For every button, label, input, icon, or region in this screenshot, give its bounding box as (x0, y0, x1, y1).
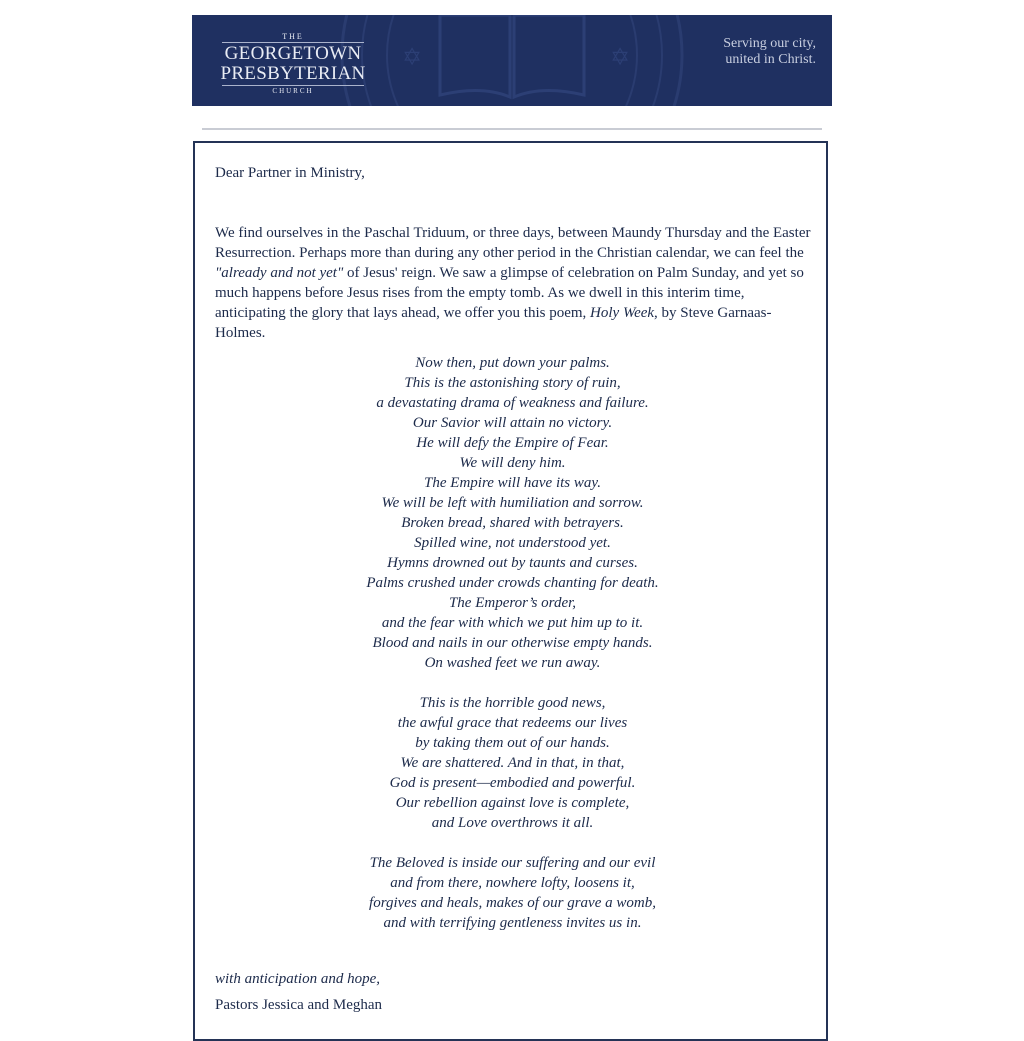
poem-line: and with terrifying gentleness invites us in. (383, 915, 642, 931)
intro-part3: , by Steve Garnaas-Holmes. (215, 305, 772, 341)
poem-line: Now then, put down your palms. (415, 355, 610, 371)
poem-line: a devastating drama of weakness and failure. (376, 395, 649, 411)
svg-text:✡: ✡ (610, 43, 631, 71)
intro-part2: of Jesus' reign. We saw a glimpse of celebration on Palm Sunday, and yet so much happens before Jesus rises from the empty tomb. As we dwell in this interim time, anticipating the glory that lays ahead, we offer you this poem, (215, 265, 804, 321)
intro-part1: We find ourselves in the Paschal Triduum, or three days, between Maundy Thursday and the Easter Resurrection. Perhaps more than during any other period in the Christian calendar, we can feel the (215, 225, 811, 261)
poem-line: This is the horrible good news, (419, 695, 606, 711)
poem-line: The Emperor’s order, (448, 595, 577, 611)
poem-stanza-1 (195, 353, 830, 673)
poem-line: and from there, nowhere lofty, loosens it, (390, 875, 635, 891)
poem-line: forgives and heals, makes of our grave a womb, (369, 895, 656, 911)
letter-body (193, 141, 828, 1041)
logo-name-line1: GEORGETOWN (224, 43, 362, 64)
poem-stanza-2 (195, 693, 830, 833)
tagline-line1: Serving our city, (723, 36, 816, 51)
logo-rule-bottom (222, 85, 364, 86)
logo-church: CHURCH (272, 87, 314, 95)
svg-text:✡: ✡ (402, 43, 423, 71)
poem-stanza-3 (195, 853, 830, 933)
intro-paragraph (215, 223, 815, 343)
poem-line: Hymns drowned out by taunts and curses. (387, 555, 638, 571)
poem-line: We will be left with humiliation and sorrow. (381, 495, 644, 511)
poem-line: The Empire will have its way. (424, 475, 601, 491)
intro-emphasis: "already and not yet" (215, 265, 344, 281)
poem-line: by taking them out of our hands. (415, 735, 610, 751)
poem-line: He will defy the Empire of Fear. (416, 435, 609, 451)
poem-line: the awful grace that redeems our lives (397, 715, 628, 731)
closing-line: with anticipation and hope, (215, 971, 380, 987)
church-logo[interactable] (218, 33, 368, 95)
poem-title: Holy Week (590, 305, 655, 321)
poem-line: Broken bread, shared with betrayers. (401, 515, 624, 531)
poem-line: We are shattered. And in that, in that, (400, 755, 625, 771)
poem-line: Our rebellion against love is complete, (395, 795, 630, 811)
poem-line: The Beloved is inside our suffering and our evil (369, 855, 656, 871)
header-banner (192, 15, 832, 106)
poem-line: Palms crushed under crowds chanting for death. (366, 575, 659, 591)
poem-line: Spilled wine, not understood yet. (414, 535, 611, 551)
poem (195, 353, 830, 953)
poem-line: and Love overthrows it all. (431, 815, 594, 831)
tagline (723, 36, 816, 68)
logo-the: THE (282, 32, 304, 41)
poem-line: Our Savior will attain no victory. (412, 415, 613, 431)
poem-line: and the fear with which we put him up to it. (381, 615, 644, 631)
tagline-line2: united in Christ. (725, 52, 816, 67)
poem-line: This is the astonishing story of ruin, (404, 375, 621, 391)
poem-line: We will deny him. (459, 455, 566, 471)
header-divider (202, 128, 822, 130)
poem-line: Blood and nails in our otherwise empty hands. (372, 635, 653, 651)
logo-name-line2: PRESBYTERIAN (220, 63, 366, 84)
poem-line: On washed feet we run away. (424, 655, 601, 671)
poem-line: God is present—embodied and powerful. (389, 775, 636, 791)
salutation: Dear Partner in Ministry, (215, 165, 365, 181)
signature: Pastors Jessica and Meghan (215, 997, 383, 1013)
